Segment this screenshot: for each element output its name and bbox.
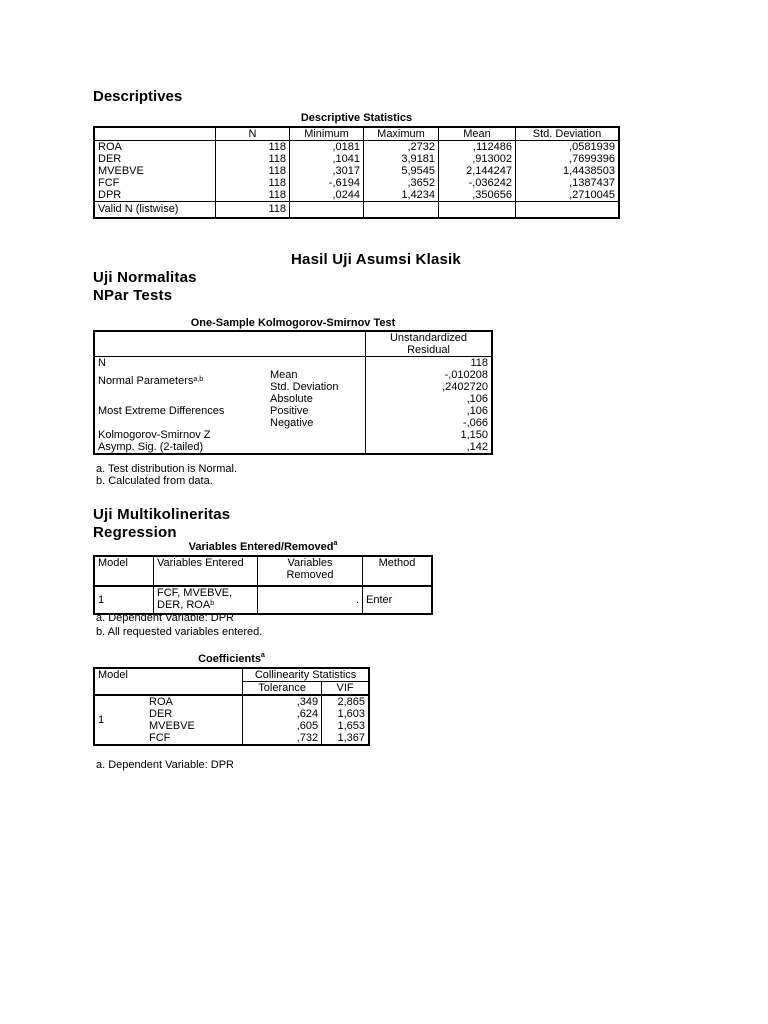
cell: -,6194 — [290, 177, 364, 189]
table-row — [94, 189, 619, 202]
cell: 118 — [216, 177, 290, 189]
row-label: N — [98, 357, 106, 369]
table-header-row — [94, 127, 619, 141]
cell — [154, 586, 258, 614]
table-row — [94, 586, 432, 614]
cell: 1 — [98, 594, 105, 606]
cell: ,7699396 — [516, 153, 620, 165]
negative-value: -,066 — [462, 417, 488, 429]
ks-note-b: b. Calculated from data. — [96, 475, 213, 487]
empty-cell — [290, 202, 364, 219]
empty-cell — [94, 682, 243, 696]
table-row — [94, 393, 492, 429]
cell: ,142 — [366, 441, 493, 454]
empty-cell — [267, 331, 366, 357]
header-cell: Method — [363, 556, 433, 586]
table-header-row — [94, 556, 432, 586]
empty-cell — [267, 357, 366, 370]
table-row — [94, 165, 619, 177]
entered-line-2: DER, ROA — [157, 599, 211, 611]
cell: ,112486 — [439, 141, 516, 154]
header-cell: Variables Entered — [154, 556, 258, 586]
cell: ,0581939 — [516, 141, 620, 154]
header-line-1: Variables — [287, 557, 333, 569]
variables-entered-title — [93, 541, 433, 553]
cell: 1,367 — [322, 732, 369, 745]
row-label: FCF — [98, 177, 120, 189]
ks-test-title: One-Sample Kolmogorov-Smirnov Test — [190, 317, 396, 329]
header-cell: Tolerance — [243, 682, 322, 696]
cell: ,3017 — [290, 165, 364, 177]
descriptives-heading: Descriptives — [93, 88, 183, 105]
row-label — [94, 369, 267, 393]
cell — [366, 393, 493, 429]
table-header-row — [94, 668, 369, 682]
empty-cell — [516, 202, 620, 219]
cell: ,1041 — [290, 153, 364, 165]
row-label: Asymp. Sig. (2-tailed) — [98, 441, 204, 453]
table-row — [94, 369, 492, 393]
negative-label: Negative — [270, 417, 314, 429]
cell: 3,9181 — [364, 153, 439, 165]
cell: 1,4234 — [364, 189, 439, 202]
cell: 118 — [216, 202, 290, 219]
coefficients-title-text: Coefficients — [198, 653, 262, 665]
cell: -,036242 — [439, 177, 516, 189]
header-line-2: Residual — [407, 344, 450, 356]
cell: 118 — [216, 165, 290, 177]
cell: 1,653 — [322, 720, 369, 732]
positive-label: Positive — [270, 405, 309, 417]
variables-entered-table — [93, 555, 433, 615]
table-row — [94, 202, 619, 219]
cell: 2,865 — [322, 695, 369, 708]
entered-line-1: FCF, MVEBVE, — [157, 587, 233, 599]
cell: ,624 — [243, 708, 322, 720]
cell: ,913002 — [439, 153, 516, 165]
header-cell: Mean — [439, 127, 516, 141]
cell: ,2732 — [364, 141, 439, 154]
table-header-row — [94, 331, 492, 357]
ks-note-a: a. Test distribution is Normal. — [96, 463, 238, 475]
row-label: DER — [98, 153, 122, 165]
absolute-label: Absolute — [270, 393, 313, 405]
footnote-marker: a,b — [193, 376, 204, 383]
row-label: DER — [149, 708, 173, 720]
row-label: ROA — [98, 141, 122, 153]
footnote-marker: a — [333, 540, 338, 547]
header-cell: Minimum — [290, 127, 364, 141]
cell: 1,150 — [366, 429, 493, 441]
row-label: ROA — [149, 696, 173, 708]
uji-normalitas-heading: Uji Normalitas — [93, 269, 197, 286]
header-cell — [94, 127, 216, 141]
cell: 118 — [216, 189, 290, 202]
uji-multikolineritas-heading: Uji Multikolineritas — [93, 506, 231, 523]
cell — [366, 369, 493, 393]
header-cell: Std. Deviation — [516, 127, 620, 141]
header-cell: VIF — [322, 682, 369, 696]
header-cell: Model — [94, 556, 154, 586]
table-row — [94, 153, 619, 165]
descriptive-statistics-table — [93, 126, 620, 219]
mean-label: Mean — [270, 369, 298, 381]
section-title: Hasil Uji Asumsi Klasik — [291, 251, 461, 268]
table-row — [94, 441, 492, 454]
coefficients-title — [93, 653, 370, 665]
table-row — [94, 177, 619, 189]
header-cell — [366, 331, 493, 357]
regression-heading: Regression — [93, 524, 177, 541]
ks-test-table — [93, 330, 493, 455]
table-row — [94, 141, 619, 154]
normal-parameters-label: Normal Parameters — [98, 375, 194, 387]
cell: ,605 — [243, 720, 322, 732]
sub-label — [267, 369, 366, 393]
ve-note-a: a. Dependent Variable: DPR — [96, 612, 234, 624]
cell: 118 — [216, 153, 290, 165]
cell: ,2710045 — [516, 189, 620, 202]
npar-tests-heading: NPar Tests — [93, 287, 173, 304]
variables-entered-title-text: Variables Entered/Removed — [188, 541, 334, 553]
header-line-2: Removed — [286, 569, 334, 581]
empty-cell — [267, 429, 366, 441]
row-label: MVEBVE — [98, 165, 144, 177]
cell: 5,9545 — [364, 165, 439, 177]
header-cell: Collinearity Statistics — [243, 668, 369, 682]
row-label: Kolmogorov-Smirnov Z — [98, 429, 211, 441]
table-header-row — [94, 682, 369, 696]
std-label: Std. Deviation — [270, 381, 339, 393]
empty-cell — [439, 202, 516, 219]
cell: ,732 — [243, 732, 322, 745]
positive-value: ,106 — [466, 405, 488, 417]
cell: . — [258, 586, 363, 614]
empty-cell — [94, 331, 267, 357]
row-label: DPR — [98, 189, 122, 201]
table-row — [94, 695, 369, 708]
cell: ,350656 — [439, 189, 516, 202]
cell: ,0181 — [290, 141, 364, 154]
std-value: ,2402720 — [442, 381, 488, 393]
cell: 118 — [366, 357, 493, 370]
extreme-differences-label: Most Extreme Differences — [98, 405, 225, 417]
row-label — [94, 393, 267, 429]
model-cell: 1 — [98, 714, 105, 726]
footnote-marker: b — [210, 600, 215, 607]
cell: ,0244 — [290, 189, 364, 202]
empty-cell — [267, 441, 366, 454]
absolute-value: ,106 — [466, 393, 488, 405]
descriptive-statistics-title: Descriptive Statistics — [300, 112, 413, 124]
cell: 1,603 — [322, 708, 369, 720]
row-label: Valid N (listwise) — [94, 202, 216, 219]
cell: ,349 — [243, 695, 322, 708]
cell: 118 — [216, 141, 290, 154]
footnote-marker: a — [261, 652, 265, 659]
header-cell: N — [216, 127, 290, 141]
header-cell: Model — [98, 669, 128, 681]
cell: 2,144247 — [439, 165, 516, 177]
mean-value: -,010208 — [444, 369, 488, 381]
header-cell — [258, 556, 363, 586]
table-row — [94, 357, 492, 370]
row-label: MVEBVE — [149, 720, 195, 732]
sub-label — [267, 393, 366, 429]
table-row — [94, 429, 492, 441]
row-label: FCF — [149, 732, 171, 744]
cell: Enter — [363, 586, 433, 614]
cell: ,3652 — [364, 177, 439, 189]
ve-note-b: b. All requested variables entered. — [96, 626, 263, 638]
empty-cell — [364, 202, 439, 219]
header-cell: Maximum — [364, 127, 439, 141]
cell: 1,4438503 — [516, 165, 620, 177]
cell: ,1387437 — [516, 177, 620, 189]
header-line-1: Unstandardized — [389, 332, 468, 344]
coefficients-table — [93, 667, 370, 746]
coefficients-note: a. Dependent Variable: DPR — [96, 759, 234, 771]
